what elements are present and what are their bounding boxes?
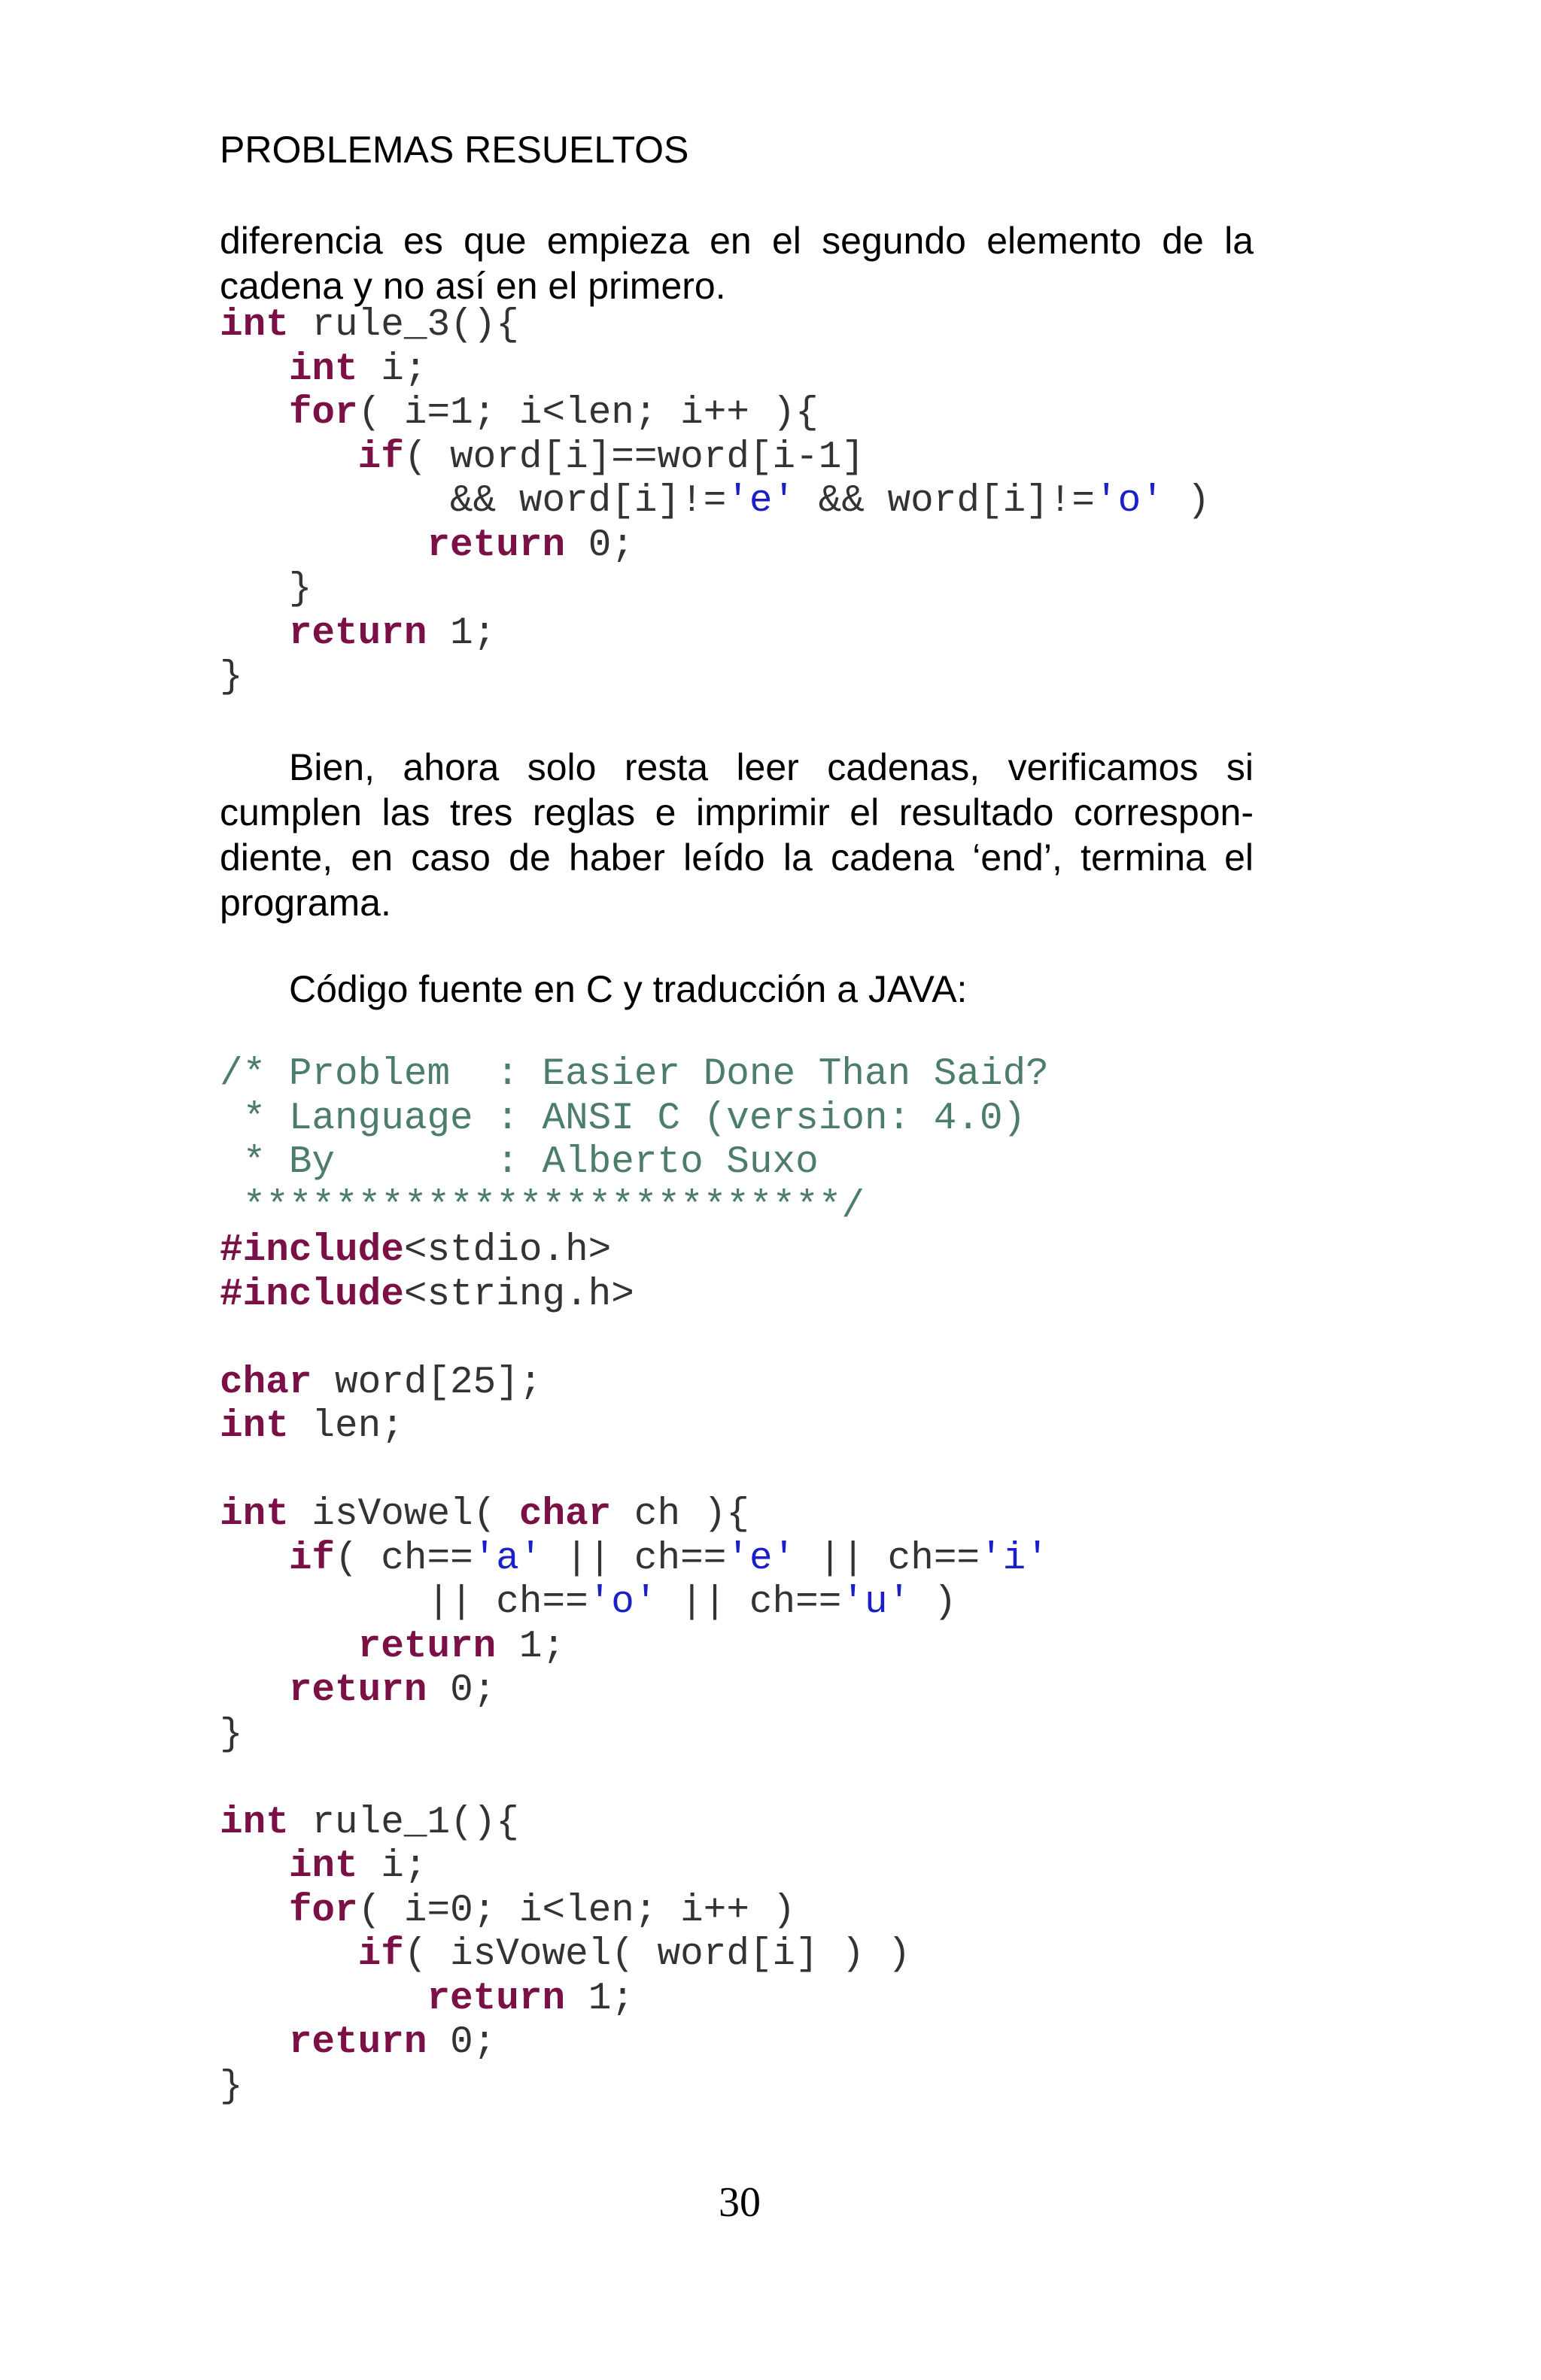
code-line [220, 1450, 1049, 1494]
code-line [220, 1626, 1049, 1670]
code-comment: /* Problem : Easier Done Than Said? [220, 1053, 1049, 1096]
code-text [220, 1845, 289, 1888]
code-string: 'a' [473, 1537, 543, 1580]
code-text: 1; [496, 1625, 566, 1668]
code-line [220, 1802, 1049, 1846]
code-text [220, 392, 289, 435]
code-text [220, 436, 358, 479]
paragraph-intro: diferencia es que empieza en el segundo elemento de la cadena y no así en el primero. [220, 220, 1254, 307]
code-keyword: char [220, 1361, 312, 1404]
code-text: || ch== [657, 1581, 842, 1624]
code-line [220, 524, 1210, 569]
code-text [220, 2021, 289, 2064]
code-string: 'e' [726, 1537, 796, 1580]
code-text: 0; [427, 2021, 497, 2064]
code-string: 'e' [726, 480, 796, 523]
code-line [220, 1845, 1049, 1890]
code-text: || ch== [542, 1537, 727, 1580]
code-line [220, 1229, 1049, 1273]
code-line [220, 1978, 1049, 2022]
code-text: } [220, 1713, 243, 1756]
code-line [220, 1317, 1049, 1362]
code-text: rule_3(){ [288, 304, 519, 347]
code-keyword: int [220, 1801, 289, 1844]
code-keyword: if [357, 436, 404, 479]
code-line [220, 1053, 1049, 1097]
page-number: 30 [719, 2179, 761, 2226]
code-line [220, 1493, 1049, 1538]
code-text: } [220, 568, 312, 611]
code-line [220, 2066, 1049, 2110]
code-keyword: int [288, 348, 358, 391]
code-text: ) [1163, 480, 1211, 523]
code-text: 0; [565, 524, 634, 567]
code-keyword: if [357, 1933, 404, 1976]
code-keyword: return [288, 1669, 427, 1712]
code-text: ( i=0; i<len; i++ ) [357, 1889, 796, 1932]
code-text [220, 524, 427, 567]
code-line [220, 656, 1210, 700]
code-keyword: return [427, 1977, 566, 2020]
code-text: len; [288, 1405, 404, 1448]
code-text: || ch== [795, 1537, 980, 1580]
code-comment: * By : Alberto Suxo [220, 1141, 819, 1184]
code-keyword: for [288, 1889, 358, 1932]
code-string: 'i' [980, 1537, 1049, 1580]
code-text [220, 1890, 289, 1932]
code-text: ( word[i]==word[i-1] [403, 436, 865, 479]
code-text: <string.h> [403, 1273, 634, 1316]
code-text: && word[i]!= [795, 480, 1096, 523]
code-line [220, 1185, 1049, 1230]
code-keyword: for [288, 392, 358, 435]
code-keyword: return [288, 612, 427, 655]
code-line [220, 1714, 1049, 1758]
code-line [220, 480, 1210, 524]
code-line [220, 1097, 1049, 1142]
code-line [220, 1362, 1049, 1406]
code-keyword: if [288, 1537, 336, 1580]
code-comment: **************************/ [220, 1185, 865, 1228]
code-line [220, 568, 1210, 612]
code-text: isVowel( [288, 1493, 519, 1536]
code-keyword: int [220, 1493, 289, 1536]
code-text: ( isVowel( word[i] ) ) [403, 1933, 911, 1976]
code-line [220, 1141, 1049, 1185]
code-text: } [220, 2065, 243, 2108]
code-line [220, 1538, 1049, 1582]
code-text: word[25]; [312, 1361, 543, 1404]
code-line [220, 1581, 1049, 1626]
code-line [220, 1890, 1049, 1934]
code-line [220, 1669, 1049, 1714]
code-text [220, 1669, 289, 1712]
code-line [220, 348, 1210, 393]
code-text: ( i=1; i<len; i++ ){ [357, 392, 819, 435]
running-header: PROBLEMAS RESUELTOS [220, 129, 689, 171]
code-keyword: int [220, 1405, 289, 1448]
code-text: 1; [427, 612, 497, 655]
code-text: && word[i]!= [220, 480, 727, 523]
code-line [220, 1273, 1049, 1318]
code-keyword: return [357, 1625, 497, 1668]
code-line [220, 436, 1210, 481]
paragraph-explanation: Bien, ahora solo resta leer cadenas, verificamos si cumplen las tres reglas e imprimir el resultado correspon-diente, en caso de haber leído la cadena ‘end’, termina el programa. [220, 746, 1254, 924]
code-string: 'u' [841, 1581, 911, 1624]
code-keyword: #include [220, 1273, 404, 1316]
code-text: 0; [427, 1669, 497, 1712]
code-text: i; [357, 348, 427, 391]
code-keyword: char [518, 1493, 612, 1536]
code-line [220, 304, 1210, 348]
code-keyword: int [220, 304, 289, 347]
code-line [220, 612, 1210, 657]
code-text: ) [910, 1581, 957, 1624]
code-text [220, 1978, 427, 2020]
code-keyword: return [288, 2021, 427, 2064]
code-block-source [220, 1053, 1049, 2109]
code-line [220, 1933, 1049, 1978]
code-text: ( ch== [335, 1537, 473, 1580]
code-block-rule3 [220, 304, 1210, 700]
code-comment: * Language : ANSI C (version: 4.0) [220, 1097, 1026, 1140]
code-text: <stdio.h> [403, 1229, 612, 1272]
paragraph-source-heading: Código fuente en C y traducción a JAVA: [289, 968, 968, 1010]
code-text: 1; [565, 1977, 634, 2020]
code-string: 'o' [1095, 480, 1164, 523]
code-text: } [220, 656, 243, 699]
code-text: i; [357, 1845, 427, 1888]
code-string: 'o' [588, 1581, 658, 1624]
code-keyword: return [427, 524, 566, 567]
code-line [220, 1757, 1049, 1802]
code-text: rule_1(){ [288, 1801, 519, 1844]
code-text [220, 1538, 289, 1580]
code-text [220, 348, 289, 391]
code-line [220, 1405, 1049, 1450]
code-text [220, 1626, 358, 1668]
code-text [220, 612, 289, 655]
code-line [220, 2021, 1049, 2066]
code-keyword: int [288, 1845, 358, 1888]
code-text: ch ){ [611, 1493, 749, 1536]
code-line [220, 392, 1210, 436]
code-keyword: #include [220, 1229, 404, 1272]
code-text [220, 1933, 358, 1976]
code-text: || ch== [220, 1581, 588, 1624]
